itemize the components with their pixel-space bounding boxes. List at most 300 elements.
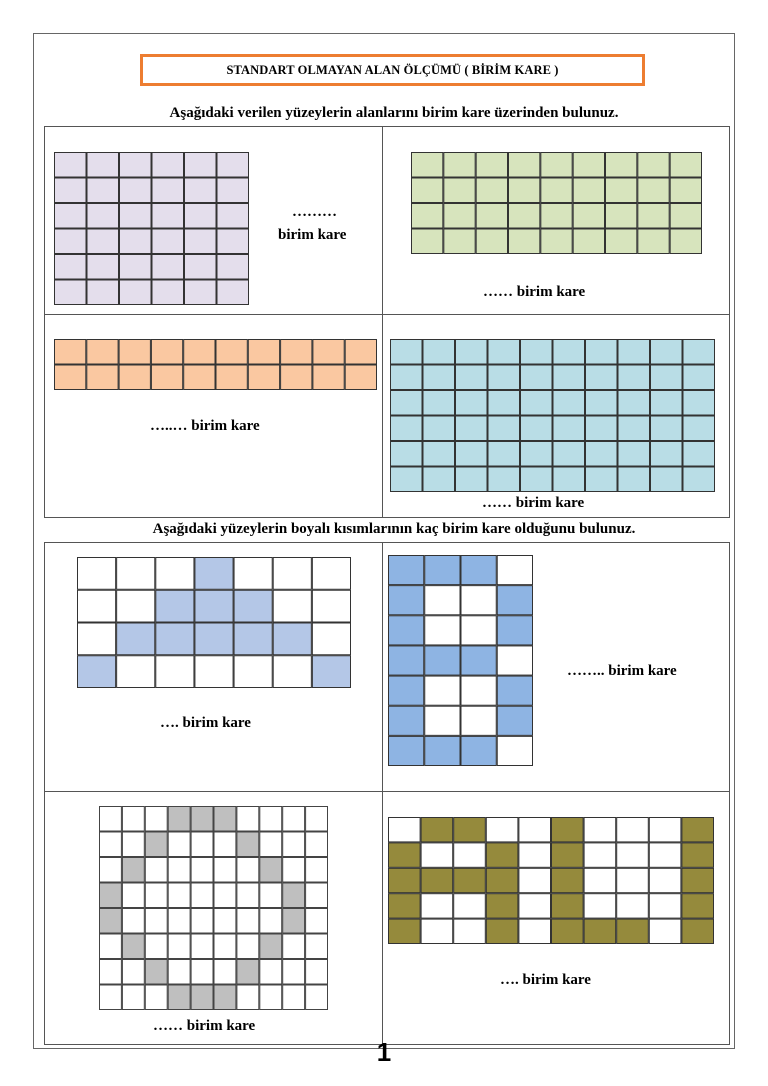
empty-unit-square	[306, 883, 328, 908]
shaded-unit-square	[214, 807, 236, 832]
shaded-unit-square	[606, 204, 637, 229]
empty-unit-square	[273, 656, 311, 688]
section-2-divider-vertical	[382, 543, 383, 1044]
shaded-unit-square	[234, 590, 272, 622]
shaded-unit-square	[425, 556, 460, 585]
shaded-unit-square	[486, 868, 518, 892]
shaded-unit-square	[281, 340, 312, 365]
shaded-unit-square	[152, 280, 184, 305]
shaded-unit-square	[486, 919, 518, 943]
shaded-unit-square	[683, 391, 715, 416]
shaded-unit-square	[195, 558, 233, 590]
empty-unit-square	[214, 909, 236, 934]
green-grid	[411, 152, 702, 254]
shaded-unit-square	[217, 178, 249, 203]
shaded-unit-square	[391, 467, 423, 492]
empty-unit-square	[168, 909, 190, 934]
shaded-unit-square	[683, 365, 715, 390]
shaded-unit-square	[283, 883, 305, 908]
empty-unit-square	[519, 894, 551, 918]
empty-unit-square	[122, 807, 144, 832]
answer-blank-1: ………	[292, 204, 337, 220]
shaded-unit-square	[151, 340, 182, 365]
shaded-grid-stepped-shape	[77, 557, 351, 688]
shaded-unit-square	[389, 706, 424, 735]
empty-unit-square	[425, 586, 460, 615]
peach-grid	[54, 339, 377, 390]
empty-unit-square	[117, 558, 155, 590]
shaded-unit-square	[509, 153, 540, 178]
empty-unit-square	[486, 818, 518, 842]
shaded-unit-square	[313, 340, 344, 365]
shaded-unit-square	[573, 178, 604, 203]
empty-unit-square	[145, 858, 167, 883]
empty-unit-square	[234, 558, 272, 590]
shaded-unit-square	[389, 919, 421, 943]
shaded-unit-square	[423, 391, 455, 416]
shaded-unit-square	[217, 204, 249, 229]
shaded-unit-square	[87, 280, 119, 305]
shaded-unit-square	[412, 229, 443, 254]
shaded-unit-square	[461, 646, 496, 675]
shaded-unit-square	[120, 178, 152, 203]
empty-unit-square	[497, 736, 532, 765]
empty-unit-square	[312, 623, 350, 655]
shaded-unit-square	[521, 365, 553, 390]
shaded-unit-square	[444, 229, 475, 254]
empty-unit-square	[156, 656, 194, 688]
shaded-unit-square	[421, 868, 453, 892]
answer-label-6: …….. birim kare	[567, 663, 677, 679]
shaded-unit-square	[117, 623, 155, 655]
empty-unit-square	[649, 894, 681, 918]
empty-unit-square	[100, 960, 122, 985]
empty-unit-square	[260, 832, 282, 857]
empty-unit-square	[584, 843, 616, 867]
empty-unit-square	[214, 858, 236, 883]
shaded-unit-square	[476, 178, 507, 203]
shaded-unit-square	[586, 391, 618, 416]
shaded-unit-square	[412, 178, 443, 203]
empty-unit-square	[454, 919, 486, 943]
shaded-unit-square	[606, 229, 637, 254]
shaded-unit-square	[617, 919, 649, 943]
empty-unit-square	[145, 883, 167, 908]
shaded-unit-square	[185, 153, 217, 178]
shaded-unit-square	[100, 909, 122, 934]
shaded-unit-square	[55, 340, 86, 365]
empty-unit-square	[191, 832, 213, 857]
shaded-unit-square	[586, 467, 618, 492]
shaded-unit-square	[217, 255, 249, 280]
empty-unit-square	[461, 706, 496, 735]
shaded-unit-square	[553, 391, 585, 416]
empty-unit-square	[421, 843, 453, 867]
shaded-unit-square	[456, 391, 488, 416]
empty-unit-square	[145, 934, 167, 959]
empty-unit-square	[145, 909, 167, 934]
shaded-unit-square	[87, 255, 119, 280]
empty-unit-square	[122, 985, 144, 1010]
shaded-unit-square	[488, 340, 520, 365]
empty-unit-square	[100, 832, 122, 857]
section-2-divider-horizontal	[45, 791, 729, 792]
shaded-unit-square	[638, 204, 669, 229]
shaded-unit-square	[651, 442, 683, 467]
empty-unit-square	[454, 894, 486, 918]
shaded-unit-square	[119, 365, 150, 390]
shaded-unit-square	[682, 868, 714, 892]
shaded-unit-square	[541, 204, 572, 229]
empty-unit-square	[461, 676, 496, 705]
empty-unit-square	[306, 960, 328, 985]
shaded-unit-square	[389, 894, 421, 918]
empty-unit-square	[168, 858, 190, 883]
empty-unit-square	[191, 960, 213, 985]
shaded-unit-square	[682, 894, 714, 918]
shaded-unit-square	[283, 909, 305, 934]
answer-label-5: …. birim kare	[160, 715, 251, 731]
shaded-unit-square	[87, 153, 119, 178]
empty-unit-square	[283, 858, 305, 883]
shaded-unit-square	[454, 868, 486, 892]
empty-unit-square	[649, 818, 681, 842]
shaded-unit-square	[152, 204, 184, 229]
shaded-unit-square	[683, 467, 715, 492]
empty-unit-square	[260, 985, 282, 1010]
shaded-unit-square	[651, 340, 683, 365]
shaded-unit-square	[488, 442, 520, 467]
empty-unit-square	[122, 960, 144, 985]
shaded-unit-square	[87, 365, 118, 390]
answer-label-8: …. birim kare	[500, 972, 591, 988]
shaded-unit-square	[156, 590, 194, 622]
shaded-unit-square	[444, 153, 475, 178]
shaded-unit-square	[214, 985, 236, 1010]
empty-unit-square	[191, 909, 213, 934]
empty-unit-square	[117, 590, 155, 622]
shaded-unit-square	[497, 676, 532, 705]
shaded-unit-square	[552, 894, 584, 918]
shaded-unit-square	[456, 365, 488, 390]
empty-unit-square	[122, 883, 144, 908]
answer-label-7: …… birim kare	[153, 1018, 256, 1034]
empty-unit-square	[122, 832, 144, 857]
empty-unit-square	[214, 960, 236, 985]
shaded-unit-square	[119, 340, 150, 365]
empty-unit-square	[214, 934, 236, 959]
shaded-unit-square	[586, 365, 618, 390]
shaded-unit-square	[152, 153, 184, 178]
shaded-unit-square	[651, 365, 683, 390]
empty-unit-square	[497, 556, 532, 585]
page-title: STANDART OLMAYAN ALAN ÖLÇÜMÜ ( BİRİM KARE )	[140, 54, 645, 86]
empty-unit-square	[117, 656, 155, 688]
shaded-unit-square	[683, 340, 715, 365]
shaded-unit-square	[217, 280, 249, 305]
shaded-unit-square	[423, 416, 455, 441]
shaded-unit-square	[509, 204, 540, 229]
section-1-divider-horizontal	[45, 314, 729, 315]
empty-unit-square	[649, 843, 681, 867]
shaded-unit-square	[553, 467, 585, 492]
shaded-unit-square	[156, 623, 194, 655]
shaded-unit-square	[651, 416, 683, 441]
shaded-unit-square	[461, 736, 496, 765]
shaded-unit-square	[389, 736, 424, 765]
empty-unit-square	[584, 894, 616, 918]
shaded-unit-square	[234, 623, 272, 655]
empty-unit-square	[421, 894, 453, 918]
shaded-unit-square	[618, 467, 650, 492]
shaded-unit-square	[55, 365, 86, 390]
empty-unit-square	[260, 909, 282, 934]
lavender-grid	[54, 152, 249, 305]
shaded-unit-square	[391, 340, 423, 365]
empty-unit-square	[306, 909, 328, 934]
empty-unit-square	[237, 934, 259, 959]
empty-unit-square	[100, 985, 122, 1010]
answer-label-1: birim kare	[278, 227, 347, 243]
shaded-unit-square	[152, 178, 184, 203]
shaded-unit-square	[191, 807, 213, 832]
shaded-unit-square	[389, 646, 424, 675]
shaded-unit-square	[509, 178, 540, 203]
shaded-unit-square	[122, 934, 144, 959]
shaded-unit-square	[586, 340, 618, 365]
shaded-unit-square	[55, 178, 87, 203]
shaded-unit-square	[553, 442, 585, 467]
shaded-unit-square	[216, 340, 247, 365]
shaded-unit-square	[100, 883, 122, 908]
shaded-unit-square	[552, 919, 584, 943]
empty-unit-square	[260, 883, 282, 908]
shaded-unit-square	[552, 818, 584, 842]
shaded-unit-square	[486, 843, 518, 867]
empty-unit-square	[519, 919, 551, 943]
shaded-unit-square	[389, 556, 424, 585]
empty-unit-square	[519, 868, 551, 892]
shaded-unit-square	[391, 391, 423, 416]
shaded-unit-square	[184, 365, 215, 390]
shaded-unit-square	[423, 340, 455, 365]
shaded-unit-square	[122, 858, 144, 883]
shaded-unit-square	[584, 919, 616, 943]
empty-unit-square	[519, 818, 551, 842]
shaded-unit-square	[152, 255, 184, 280]
shaded-unit-square	[120, 280, 152, 305]
shaded-unit-square	[606, 178, 637, 203]
empty-unit-square	[461, 616, 496, 645]
empty-unit-square	[283, 807, 305, 832]
empty-unit-square	[306, 858, 328, 883]
empty-unit-square	[519, 843, 551, 867]
shaded-unit-square	[345, 365, 376, 390]
shaded-unit-square	[120, 204, 152, 229]
shaded-unit-square	[87, 229, 119, 254]
shaded-unit-square	[391, 416, 423, 441]
empty-unit-square	[100, 858, 122, 883]
shaded-unit-square	[488, 467, 520, 492]
empty-unit-square	[78, 623, 116, 655]
shaded-unit-square	[185, 229, 217, 254]
shaded-unit-square	[152, 229, 184, 254]
shaded-unit-square	[521, 442, 553, 467]
empty-unit-square	[100, 807, 122, 832]
shaded-unit-square	[260, 934, 282, 959]
shaded-unit-square	[412, 153, 443, 178]
shaded-unit-square	[444, 178, 475, 203]
shaded-unit-square	[573, 153, 604, 178]
shaded-unit-square	[488, 391, 520, 416]
answer-label-4: …… birim kare	[482, 495, 585, 511]
shaded-unit-square	[389, 843, 421, 867]
empty-unit-square	[425, 676, 460, 705]
shaded-unit-square	[312, 656, 350, 688]
empty-unit-square	[237, 883, 259, 908]
shaded-unit-square	[389, 586, 424, 615]
empty-unit-square	[389, 818, 421, 842]
shaded-unit-square	[389, 676, 424, 705]
shaded-unit-square	[168, 807, 190, 832]
shaded-unit-square	[553, 365, 585, 390]
empty-unit-square	[283, 934, 305, 959]
empty-unit-square	[191, 883, 213, 908]
shaded-unit-square	[638, 178, 669, 203]
shaded-unit-square	[476, 229, 507, 254]
shaded-unit-square	[456, 340, 488, 365]
shaded-unit-square	[476, 153, 507, 178]
shaded-unit-square	[606, 153, 637, 178]
empty-unit-square	[145, 807, 167, 832]
empty-unit-square	[214, 883, 236, 908]
shaded-unit-square	[638, 153, 669, 178]
shaded-unit-square	[486, 894, 518, 918]
shaded-unit-square	[651, 467, 683, 492]
page-number: 1	[376, 1037, 392, 1067]
shaded-unit-square	[55, 153, 87, 178]
shaded-unit-square	[216, 365, 247, 390]
shaded-unit-square	[237, 960, 259, 985]
shaded-unit-square	[260, 858, 282, 883]
shaded-unit-square	[454, 818, 486, 842]
empty-unit-square	[260, 960, 282, 985]
shaded-unit-square	[497, 706, 532, 735]
shaded-unit-square	[618, 365, 650, 390]
shaded-unit-square	[670, 229, 701, 254]
empty-unit-square	[237, 807, 259, 832]
shaded-unit-square	[573, 204, 604, 229]
shaded-unit-square	[185, 280, 217, 305]
empty-unit-square	[234, 656, 272, 688]
shaded-unit-square	[412, 204, 443, 229]
shaded-unit-square	[151, 365, 182, 390]
shaded-unit-square	[638, 229, 669, 254]
empty-unit-square	[283, 960, 305, 985]
shaded-unit-square	[586, 442, 618, 467]
empty-unit-square	[312, 590, 350, 622]
empty-unit-square	[421, 919, 453, 943]
answer-label-3: …..… birim kare	[150, 418, 260, 434]
empty-unit-square	[584, 818, 616, 842]
shaded-unit-square	[683, 442, 715, 467]
shaded-unit-square	[682, 843, 714, 867]
shaded-unit-square	[120, 229, 152, 254]
empty-unit-square	[237, 858, 259, 883]
shaded-unit-square	[488, 416, 520, 441]
shaded-unit-square	[461, 556, 496, 585]
shaded-unit-square	[425, 646, 460, 675]
shaded-unit-square	[391, 442, 423, 467]
shaded-unit-square	[541, 178, 572, 203]
shaded-unit-square	[237, 832, 259, 857]
empty-unit-square	[283, 985, 305, 1010]
shaded-unit-square	[55, 255, 87, 280]
shaded-unit-square	[389, 868, 421, 892]
shaded-unit-square	[423, 442, 455, 467]
shaded-unit-square	[618, 391, 650, 416]
shaded-unit-square	[444, 204, 475, 229]
shaded-unit-square	[552, 868, 584, 892]
empty-unit-square	[454, 843, 486, 867]
shaded-unit-square	[552, 843, 584, 867]
empty-unit-square	[100, 934, 122, 959]
shaded-unit-square	[586, 416, 618, 441]
empty-unit-square	[306, 985, 328, 1010]
shaded-unit-square	[476, 204, 507, 229]
shaded-unit-square	[541, 153, 572, 178]
shaded-unit-square	[670, 153, 701, 178]
empty-unit-square	[617, 818, 649, 842]
instruction-2: Aşağıdaki yüzeylerin boyalı kısımlarının kaç birim kare olduğunu bulunuz.	[152, 521, 636, 537]
shaded-unit-square	[618, 416, 650, 441]
shaded-unit-square	[670, 178, 701, 203]
shaded-unit-square	[145, 832, 167, 857]
shaded-unit-square	[55, 229, 87, 254]
shaded-unit-square	[389, 616, 424, 645]
shaded-unit-square	[456, 442, 488, 467]
empty-unit-square	[156, 558, 194, 590]
shaded-unit-square	[683, 416, 715, 441]
shaded-unit-square	[553, 340, 585, 365]
shaded-unit-square	[573, 229, 604, 254]
shaded-unit-square	[313, 365, 344, 390]
shaded-unit-square	[191, 985, 213, 1010]
empty-unit-square	[214, 832, 236, 857]
empty-unit-square	[584, 868, 616, 892]
shaded-unit-square	[273, 623, 311, 655]
shaded-unit-square	[55, 204, 87, 229]
shaded-unit-square	[195, 590, 233, 622]
shaded-unit-square	[670, 204, 701, 229]
shaded-unit-square	[345, 340, 376, 365]
shaded-unit-square	[217, 153, 249, 178]
empty-unit-square	[283, 832, 305, 857]
shaded-unit-square	[553, 416, 585, 441]
empty-unit-square	[78, 558, 116, 590]
shaded-unit-square	[78, 656, 116, 688]
shaded-unit-square	[421, 818, 453, 842]
answer-label-2: …… birim kare	[483, 284, 586, 300]
empty-unit-square	[306, 832, 328, 857]
empty-unit-square	[617, 894, 649, 918]
shaded-unit-square	[651, 391, 683, 416]
shaded-unit-square	[423, 467, 455, 492]
empty-unit-square	[617, 843, 649, 867]
shaded-unit-square	[248, 365, 279, 390]
shaded-unit-square	[423, 365, 455, 390]
shaded-unit-square	[541, 229, 572, 254]
